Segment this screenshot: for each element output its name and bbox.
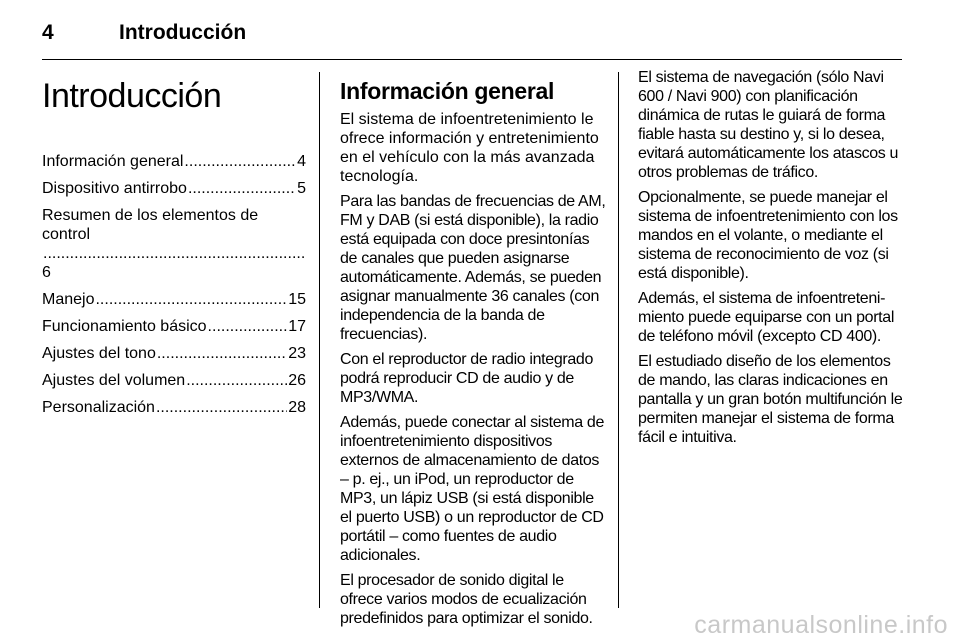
toc-entry-page: 5 [297, 180, 306, 197]
toc-entry-title: Ajustes del volumen [42, 372, 186, 389]
column-divider [319, 72, 320, 608]
toc-leader [156, 398, 287, 417]
watermark: carmanualsonline.info [694, 611, 948, 639]
body-paragraph: Con el reproductor de radio integrado podrá reproducir CD de audio y de MP3/WMA. [340, 351, 593, 406]
toc-entry-title: Funcionamiento básico [42, 318, 207, 335]
toc-leader [208, 317, 288, 336]
body-column-2 [340, 68, 606, 634]
toc-entry-title-line2: control [42, 226, 91, 243]
toc-entry[interactable] [42, 152, 306, 171]
body-paragraph: El procesador de sonido digital le ofrece varios modos de ecualización predefinidos para optimizar el sonido. [340, 572, 593, 627]
toc-entry-title: Ajustes del tono [42, 345, 156, 362]
toc-entry-page: 4 [297, 153, 306, 170]
body-paragraph: Además, puede conectar al sistema de infoentretenimiento dispositivos externos de almacenamiento de datos – p. ej., un iPod, un reproductor de MP3, un lápiz USB (si está disponible el puerto USB) o un reproductor de CD portátil – como fuentes de audio adicionales. [340, 414, 605, 564]
body-paragraph: Además, el sistema de infoentretenimiento puede equiparse con un portal de teléfono móvil (excepto CD 400). [638, 290, 895, 345]
page-number: 4 [42, 21, 54, 44]
toc-leader [188, 179, 296, 198]
body-paragraph: El sistema de navegación (sólo Navi 600 / Navi 900) con planificación dinámica de rutas le guiará de forma fiable hasta su destino y, si lo desea, evitará automáticamente los atascos u otros problemas de tráfico. [638, 69, 899, 181]
toc-entry[interactable] [42, 398, 306, 417]
column-divider [618, 72, 619, 608]
toc-leader [43, 244, 305, 263]
toc-leader [157, 344, 287, 363]
section-title: Información general [340, 78, 555, 104]
toc-leader [186, 371, 287, 390]
toc-entry-page: 17 [288, 318, 306, 335]
toc-column [42, 68, 306, 425]
toc-entry-page: 28 [288, 399, 306, 416]
toc-entry[interactable] [42, 371, 306, 390]
toc-entry-title-line1: Resumen de los elementos de [42, 207, 259, 224]
toc-entry[interactable] [42, 206, 306, 282]
toc-entry[interactable] [42, 317, 306, 336]
toc-entry-title: Personalización [42, 399, 155, 416]
body-paragraph: Opcionalmente, se puede manejar el sistema de infoentretenimiento con los mandos en el volante, o mediante el sistema de reconocimiento de voz (si está disponible). [638, 189, 898, 282]
toc-entry-page: 6 [42, 264, 51, 281]
toc-leader [184, 152, 296, 171]
toc-entry-title: Manejo [42, 291, 95, 308]
toc-entry-page: 23 [288, 345, 306, 362]
toc-entry[interactable] [42, 344, 306, 363]
header-rule [42, 59, 902, 60]
toc-entry[interactable] [42, 179, 306, 198]
toc-entry-page: 15 [288, 291, 306, 308]
toc-entry[interactable] [42, 290, 306, 309]
toc-entry-title: Información general [42, 153, 184, 170]
running-title: Introducción [119, 21, 247, 44]
body-paragraph: El estudiado diseño de los elementos de mando, las claras indicaciones en pantalla y un gran botón multifunción le permiten manejar el sistema de forma fácil e intuitiva. [638, 353, 903, 446]
body-paragraph: Para las bandas de frecuencias de AM, FM y DAB (si está disponible), la radio está equipada con doce presintonías de canales que pueden asignarse automáticamente. Además, se pueden asignar manualmente 36 canales (con independencia de la banda de frecuencias). [340, 193, 606, 343]
toc-entry-title: Dispositivo antirrobo [42, 180, 187, 197]
body-column-3 [638, 68, 904, 453]
chapter-title: Introducción [42, 77, 222, 115]
toc-entry-page: 26 [288, 372, 306, 389]
toc-leader [95, 290, 287, 309]
table-of-contents [42, 152, 306, 417]
body-paragraph: El sistema de infoentretenimiento le ofrece información y entretenimiento en el vehículo con la más avanzada tecnología. [340, 111, 599, 185]
